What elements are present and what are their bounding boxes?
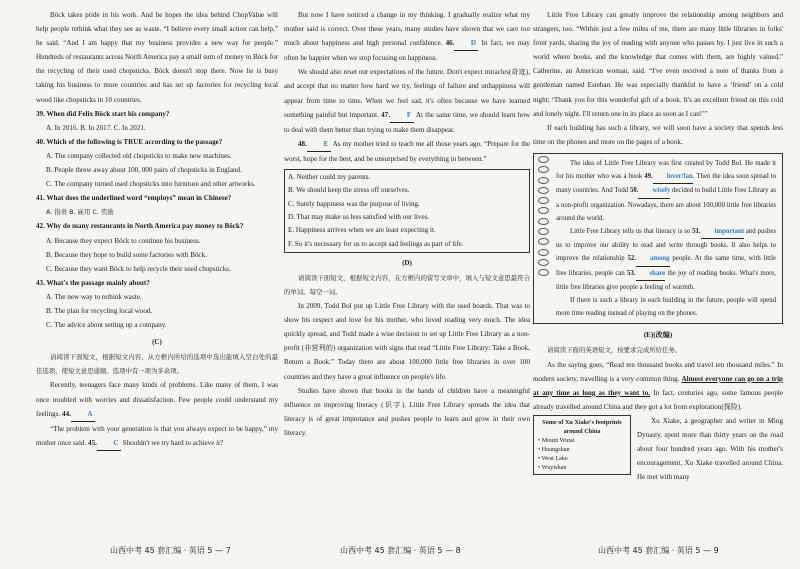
question-43-option-c: C. The advice about setting up a company. (46, 321, 167, 330)
question-41: 41. What does the underlined word “employs” mean in Chinese? (36, 194, 232, 203)
passage-c-para-2: “The problem with your generation is that you always expect to be happy,” my mother once said. 45. C Shouldn't we try hard to achieve it? (36, 422, 278, 451)
page-footer-middle: 山西中考 45 套汇编 · 英语 5 — 8 (340, 546, 461, 555)
passage-c-para-1: Recently, teenagers face many kinds of problems. Like many of them, I was once troubled with worries and dissatisfaction. Few people could understand my feelings. 44. A (36, 378, 278, 421)
passage-d-para-4: If each building has such a library, we will soon have a society that spends less time on the phones and more on the pages of a book. (533, 123, 783, 146)
column-left (36, 8, 278, 451)
underlined-sentence: Almost everyone can go on a trip at any time as long as they want to. (533, 374, 783, 397)
passage-c-para-5: 48. E As my mother tried to teach me all those years ago, “Prepare for the worst, hope for the best, and be unsurprised by everything in between.” (284, 137, 530, 166)
answer-53: share (636, 267, 666, 281)
passage-d-para-1: In 2009, Todd Bol put up Little Free Library with the used boards. That was to show his respect and love for his mother, who loved reading very much. The idea quickly spread, and Todd made a wise decision to set up Little Free Library as a non-profit (非营利的) organization with signs that read “Little Free Library: Take a Book, Return a Book.” Today there are about 100,000 little free libraries in over 100 countries and they have a great influence on people's life. (284, 302, 530, 381)
question-43-option-a: A. The new way to rethink waste. (46, 292, 142, 301)
question-42-option-b: B. Because they hope to build some factories with Böck. (46, 250, 207, 259)
option-f: F. So it's necessary for us to accept sad feelings as part of life. (288, 239, 464, 248)
page-footer-right: 山西中考 45 套汇编 · 英语 5 — 9 (598, 546, 719, 555)
section-c-instructions: 请阅读下面短文，根据短文内容，从方框内所给的选项中选出能填入空白处的最佳选项，使短文意思通顺。选项中有一项为多余项。 (36, 353, 278, 376)
question-42-option-a: A. Because they expect Böck to continue his business. (46, 236, 201, 245)
question-39-options: A. In 2016. B. In 2017. C. In 2021. (46, 123, 146, 132)
section-c-heading: (C) (152, 338, 162, 347)
question-42-option-c: C. Because they want Böck to help recycle their used chopsticks. (46, 264, 231, 273)
answer-44: A (71, 407, 95, 422)
page-footer-left: 山西中考 45 套汇编 · 英语 5 — 7 (110, 546, 231, 555)
question-40-option-b: B. People threw away about 100, 000 pairs of chopsticks in England. (46, 166, 242, 175)
notebook-summary-box: The idea of Little Free Library was first created by Todd Bol. He made it for his mother who was a book 49. lover/fan. Then the idea soon spread to many countries. And Todd 50. wisely decided to build Little Free Library as a non-profit organization. Nowadays, there are about 100,000 little free libraries around the world. Little Free Library tells us that literacy is so 51. important and pushes us to improve our ability to read and write through books. It also helps to improve the relationship 52. among people. At the same time, with little free libraries, people can 53. share the joy of reading books. What's more, little free libraries give people a feeling of warmth. If there is such a library in each building in the future, people will spend more time reading instead of playing on the phones. (533, 153, 783, 324)
option-a: A. Neither could my parents. (288, 173, 371, 182)
option-c: C. Surely happiness was the purpose of living. (288, 199, 420, 208)
answer-46: D (454, 36, 478, 51)
passage-e-para-2: Xu Xiake, a geographer and writer in Ming Dynasty, spent more than thirty years on the road about four hundred years ago. With his mother's encouragement, Xu Xiake travelled around China. He met with many (637, 416, 783, 482)
question-40: 40. Which of the following is TRUE according to the passage? (36, 137, 223, 146)
section-e-instructions: 请阅读下面的英语短文，按要求完成所给任务。 (547, 346, 682, 355)
option-e: E. Happiness arrives when we are least expecting it. (288, 226, 436, 235)
notebook-spiral-icon (538, 156, 550, 280)
answer-45: C (97, 436, 121, 451)
answer-50: wisely (638, 184, 670, 198)
question-39: 39. When did Felix Böck start his company? (36, 109, 170, 118)
options-box (284, 169, 530, 253)
question-40-option-a: A. The company collected old chopsticks to make new machines. (46, 151, 232, 160)
answer-51: important (701, 225, 744, 239)
option-d: D. That may make us less satisfied with our lives. (288, 212, 430, 221)
section-d-heading: (D) (402, 258, 412, 267)
answer-48: E (307, 137, 331, 152)
question-41-options: A. 指责 B. 雇用 C. 奖励 (46, 208, 114, 217)
column-middle (284, 8, 530, 440)
column-right (533, 8, 783, 484)
section-e-heading: (E)(改编) (643, 331, 673, 340)
section-d-instructions: 请阅读下面短文，根据短文内容，在方框内的留写文章中，填入与短文意思最符合的单词。每空一词。 (284, 273, 530, 296)
question-43: 43. What's the passage mainly about? (36, 278, 150, 287)
passage-b-ending: Böck takes pride in his work. And he hopes the idea behind ChopValue will help people rethink what they see as waste. “I believe every small action can help,” he said. “And I am happy that my business provides a new way for people.” Hundreds of restaurants across North America pay a small sum of money to Böck for the recycling of their used chopsticks. Böck doesn't stop there. Now he is busy taking his business to more countries and has set up factories for recycling local wood like chopsticks in 10 countries. (36, 11, 278, 104)
answer-52: among (636, 252, 670, 266)
answer-47: F (390, 108, 414, 123)
passage-c-para-4: We should also reset our expectations of the future. Don't expect miracles(奇迹), and accept that no matter how hard we try, feelings of failure and unhappiness will appear from time to time. When we feel sad, it's often because we have learned something painful but important. 47. F At the same time, we should learn how to deal with them better than trying to make them disappear. (284, 68, 530, 134)
question-40-option-c: C. The company turned used chopsticks into furniture and other artworks. (46, 180, 256, 189)
footprints-sidebar: Some of Xu Xiake's footprints around China • Mount Wutai • Huangshan • West Lake • Wuyishan (533, 415, 631, 475)
question-43-option-b: B. The plan for recycling local wood. (46, 306, 153, 315)
option-b: B. We should keep the stress off ourselves. (288, 186, 410, 195)
passage-c-para-3: But now I have noticed a change in my thinking. I gradually realize what my mother said is correct. Over these years, many studies have shown that we care too much about happiness and high personal confidence. 46. D In fact, we may often be happier when we stop focusing on happiness. (284, 11, 530, 63)
passage-e-para-1: As the saying goes, “Read ten thousand books and travel ten thousand miles.” In modern society, travelling is a very common thing. Almost everyone can go on a trip at any time as long as they want to. In fact, centuries ago, some famous people already travelled around China and they got a lot from exploration(探险). (533, 360, 783, 411)
answer-49: lover/fan (653, 170, 693, 184)
passage-d-para-2: Studies have shown that books in the hands of children have a meaningful influence on improving literacy (识字). Little Free Library spreads the idea that literacy is of great importance and pushes people to learn and grow in their own literacy. (284, 386, 530, 437)
passage-d-para-3: Little Free Library can greatly improve the relationship among neighbors and strangers, too. “Within just a few miles of me, there are many little libraries in folks' front yards, sharing the joy of reading with anyone who passes by. I just live in such a world where books, and the knowledge that comes with them, are highly valued,” Catherine, an American woman, said. “I've even received a note of thanks from a gentleman named Esteban. He was especially thankful to have a ‘friend’ on a cold night; ‘Thank you for this wonderful gift of a book. It's an excellent friend on this cold and lonely night. I'll return one in its place as soon as I can!’” (533, 11, 783, 118)
question-42: 42. Why do many restaurants in North America pay money to Böck? (36, 222, 244, 231)
